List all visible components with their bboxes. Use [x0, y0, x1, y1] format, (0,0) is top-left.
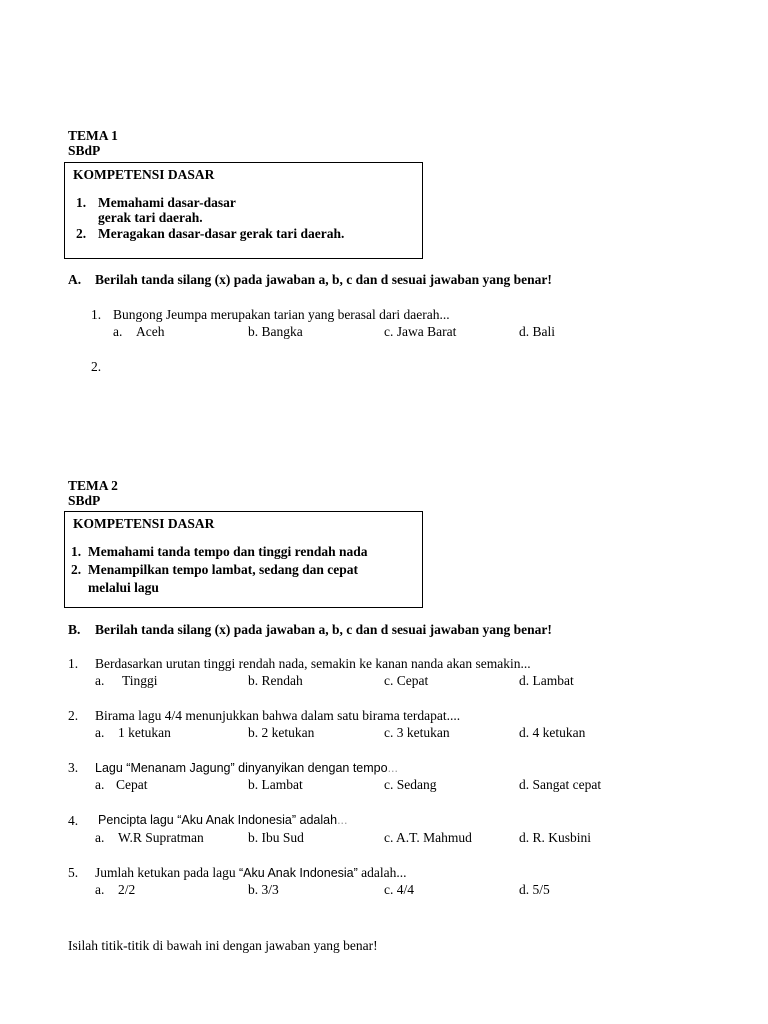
t1-q2-num: 2.	[91, 359, 102, 374]
t2-q3-opt-a-text: Cepat	[116, 777, 148, 792]
t2-q1-opt-a-letter: a.	[95, 673, 105, 688]
section-a-instruction: Berilah tanda silang (x) pada jawaban a, b, c dan d sesuai jawaban yang benar!	[95, 272, 552, 287]
tema1-kd-item1-line1: Memahami dasar-dasar	[98, 195, 236, 210]
t2-q1-num: 1.	[68, 656, 79, 671]
t2-q3-opt-d: d. Sangat cepat	[519, 777, 602, 792]
tema2-title: TEMA 2	[68, 478, 118, 493]
t2-q3-opt-a-letter: a.	[95, 777, 105, 792]
t2-q4-num: 4.	[68, 813, 79, 828]
t2-q2-opt-b: b. 2 ketukan	[248, 725, 315, 740]
t2-q2-opt-d: d. 4 ketukan	[519, 725, 586, 740]
t2-q5-opt-d: d. 5/5	[519, 882, 550, 897]
t1-q1-opt-a-text: Aceh	[136, 324, 165, 339]
tema2-kd-item2-line2: melalui lagu	[88, 580, 159, 595]
tema2-kd-item1-num: 1.	[71, 544, 82, 559]
t2-q1-opt-c: c. Cepat	[384, 673, 429, 688]
tema1-kd-item1-line2: gerak tari daerah.	[98, 210, 203, 225]
t2-q1-opt-b: b. Rendah	[248, 673, 303, 688]
t2-q3-opt-b: b. Lambat	[248, 777, 303, 792]
t2-q5-opt-a-letter: a.	[95, 882, 105, 897]
tema1-kd-heading: KOMPETENSI DASAR	[73, 167, 215, 182]
t2-q1-text: Berdasarkan urutan tinggi rendah nada, semakin ke kanan nanda akan semakin...	[95, 656, 531, 671]
t2-q4-opt-a-letter: a.	[95, 830, 105, 845]
tema2-kd-item2-num: 2.	[71, 562, 82, 577]
t1-q1-opt-c: c. Jawa Barat	[384, 324, 457, 339]
t2-q4-text: Pencipta lagu “Aku Anak Indonesia” adalah...	[98, 813, 348, 827]
t2-q5-opt-a-text: 2/2	[118, 882, 136, 897]
t2-q4-opt-c: c. A.T. Mahmud	[384, 830, 472, 845]
t1-q1-opt-b: b. Bangka	[248, 324, 303, 339]
t2-q4-opt-d: d. R. Kusbini	[519, 830, 592, 845]
t1-q1-opt-d: d. Bali	[519, 324, 555, 339]
t2-q3-opt-c: c. Sedang	[384, 777, 437, 792]
t2-q3-text: Lagu “Menanam Jagung” dinyanyikan dengan tempo...	[95, 761, 398, 775]
t1-q1-opt-a-letter: a.	[113, 324, 123, 339]
t2-q2-text: Birama lagu 4/4 menunjukkan bahwa dalam satu birama terdapat....	[95, 708, 461, 723]
tema1-subject: SBdP	[68, 143, 101, 158]
tema1-kd-item2-num: 2.	[76, 226, 87, 241]
section-a-letter: A.	[68, 272, 82, 287]
tema2-kd-item2-line1: Menampilkan tempo lambat, sedang dan cepat	[88, 562, 359, 577]
section-b-instruction: Berilah tanda silang (x) pada jawaban a, b, c dan d sesuai jawaban yang benar!	[95, 622, 552, 637]
section-b-letter: B.	[68, 622, 81, 637]
t2-q4-opt-a-text: W.R Supratman	[118, 830, 204, 845]
isian-instruction: Isilah titik-titik di bawah ini dengan jawaban yang benar!	[68, 938, 378, 953]
tema2-kd-item1-line1: Memahami tanda tempo dan tinggi rendah nada	[88, 544, 368, 559]
t2-q3-num: 3.	[68, 760, 79, 775]
t2-q5-opt-c: c. 4/4	[384, 882, 415, 897]
tema1-title: TEMA 1	[68, 128, 118, 143]
tema1-kd-item2-line1: Meragakan dasar-dasar gerak tari daerah.	[98, 226, 345, 241]
t2-q2-opt-a-text: 1 ketukan	[118, 725, 171, 740]
t2-q5-num: 5.	[68, 865, 79, 880]
t2-q2-opt-c: c. 3 ketukan	[384, 725, 450, 740]
t2-q5-opt-b: b. 3/3	[248, 882, 279, 897]
t2-q4-opt-b: b. Ibu Sud	[248, 830, 304, 845]
t1-q1-num: 1.	[91, 307, 102, 322]
tema2-kd-heading: KOMPETENSI DASAR	[73, 516, 215, 531]
tema2-subject: SBdP	[68, 493, 101, 508]
t1-q1-text: Bungong Jeumpa merupakan tarian yang berasal dari daerah...	[113, 307, 450, 322]
tema1-kd-item1-num: 1.	[76, 195, 87, 210]
t2-q2-num: 2.	[68, 708, 79, 723]
t2-q5-text: Jumlah ketukan pada lagu “Aku Anak Indonesia” adalah...	[95, 865, 407, 880]
t2-q1-opt-d: d. Lambat	[519, 673, 574, 688]
t2-q2-opt-a-letter: a.	[95, 725, 105, 740]
t2-q1-opt-a-text: Tinggi	[122, 673, 158, 688]
